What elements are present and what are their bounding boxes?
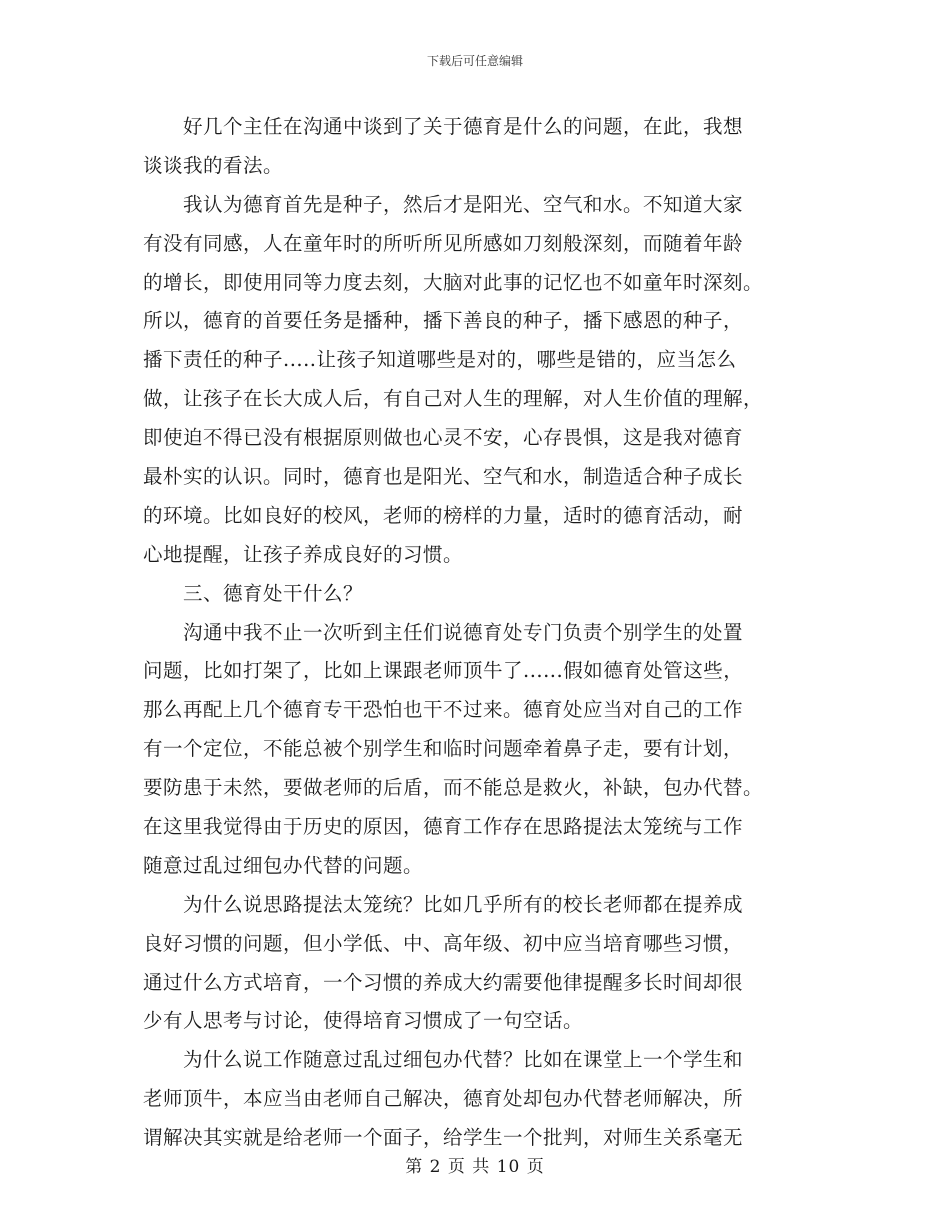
- text-line: 我认为德育首先是种子，然后才是阳光、空气和水。不知道大家: [143, 192, 744, 216]
- page-number-footer: 第 2 页 共 10 页: [405, 1157, 545, 1177]
- text-line: 最朴实的认识。同时，德育也是阳光、空气和水，制造适合种子成长: [143, 465, 744, 489]
- text-line: 好几个主任在沟通中谈到了关于德育是什么的问题，在此，我想: [143, 115, 744, 138]
- text-line: 谓解决其实就是给老师一个面子，给学生一个批判，对师生关系毫无: [143, 1126, 744, 1150]
- text-line: 有一个定位，不能总被个别学生和临时问题牵着鼻子走，要有计划，: [143, 737, 744, 761]
- text-line: 良好习惯的问题，但小学低、中、高年级、初中应当培育哪些习惯，: [143, 931, 744, 955]
- text-line: 做，让孩子在长大成人后，有自己对人生的理解，对人生价值的理解，: [143, 387, 764, 411]
- text-line: 问题，比如打架了，比如上课跟老师顶牛了......假如德育处管这些，: [143, 659, 744, 683]
- text-line: 少有人思考与讨论，使得培育习惯成了一句空话。: [143, 1009, 584, 1033]
- text-line: 有没有同感，人在童年时的所听所见所感如刀刻般深刻，而随着年龄: [143, 231, 744, 255]
- text-line: 的环境。比如良好的校风，老师的榜样的力量，适时的德育活动，耐: [143, 503, 744, 527]
- text-line: 要防患于未然，要做老师的后盾，而不能总是救火，补缺，包办代替。: [143, 776, 764, 800]
- text-line: 谈谈我的看法。: [143, 153, 284, 177]
- text-line: 老师顶牛，本应当由老师自己解决，德育处却包办代替老师解决，所: [143, 1087, 744, 1111]
- body-text: [143, 108, 808, 1158]
- text-line: 所以，德育的首要任务是播种，播下善良的种子，播下感恩的种子，: [143, 309, 744, 333]
- text-line: 在这里我觉得由于历史的原因，德育工作存在思路提法太笼统与工作: [143, 815, 744, 839]
- text-line: 的增长，即使用同等力度去刻，大脑对此事的记忆也不如童年时深刻。: [143, 270, 764, 294]
- text-line: 为什么说思路提法太笼统？比如几乎所有的校长老师都在提养成: [143, 892, 744, 916]
- page-header: 下载后可任意编辑: [426, 54, 523, 68]
- text-line: 播下责任的种子.....让孩子知道哪些是对的，哪些是错的，应当怎么: [143, 348, 737, 372]
- text-line: 那么再配上几个德育专干恐怕也干不过来。德育处应当对自己的工作: [143, 698, 744, 722]
- text-line: 心地提醒，让孩子养成良好的习惯。: [143, 542, 464, 566]
- text-line: 即使迫不得已没有根据原则做也心灵不安，心存畏惧，这是我对德育: [143, 426, 744, 450]
- text-line: 沟通中我不止一次听到主任们说德育处专门负责个别学生的处置: [143, 620, 744, 644]
- text-line: 通过什么方式培育，一个习惯的养成大约需要他律提醒多长时间却很: [143, 970, 744, 994]
- section-heading: 三、德育处干什么？: [143, 581, 364, 605]
- text-line: 随意过乱过细包办代替的问题。: [143, 853, 424, 877]
- text-line: 为什么说工作随意过乱过细包办代替？比如在课堂上一个学生和: [143, 1048, 744, 1072]
